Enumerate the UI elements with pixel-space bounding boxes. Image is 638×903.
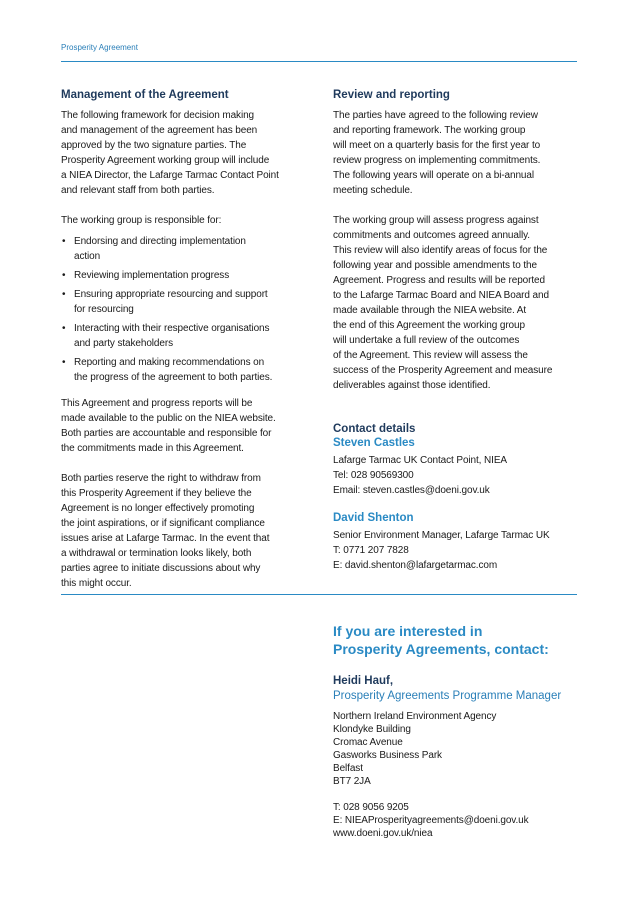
bullet-icon: • — [62, 289, 66, 300]
bullet-icon: • — [62, 236, 66, 247]
text-line: issues arise at Lafarge Tarmac. In the event that — [61, 533, 270, 544]
programme-manager-name: Heidi Hauf, — [333, 675, 394, 687]
list-item: • Reporting and making recommendations on the progress of the agreement to both parties. — [62, 357, 273, 383]
text-line: the joint aspirations, or if significant compliance — [61, 518, 265, 529]
contact-heading: Contact details — [333, 423, 416, 435]
text-line: success of the Prosperity Agreement and measure — [333, 365, 553, 376]
text-line: Both parties are accountable and responsible for — [61, 428, 272, 439]
text-line: Prosperity Agreement working group will include — [61, 155, 270, 166]
text-line: The following framework for decision making — [61, 110, 255, 121]
contact-name-steven: Steven Castles — [333, 437, 415, 449]
text-line: Both parties reserve the right to withdraw from — [61, 473, 261, 484]
text-line: parties agree to initiate discussions about why — [61, 563, 261, 574]
review-heading: Review and reporting — [333, 89, 450, 101]
text-line: meeting schedule. — [333, 185, 413, 196]
contact-phone: T: 028 9056 9205 — [333, 802, 409, 813]
text-line: The following years will operate on a bi-annual — [333, 170, 534, 181]
contact-phone: T: 0771 207 7828 — [333, 545, 409, 556]
postal-address — [333, 710, 583, 840]
text-line: and management of the agreement has been — [61, 125, 258, 136]
website-link: www.doeni.gov.uk/niea — [333, 828, 433, 839]
contact-phone: Tel: 028 90569300 — [333, 470, 414, 481]
list-item: • Ensuring appropriate resourcing and support for resourcing — [62, 289, 268, 315]
management-paragraph — [61, 108, 311, 198]
text-line: a withdrawal or termination looks likely, both — [61, 548, 252, 559]
text-line: this might occur. — [61, 578, 132, 589]
text-line: will undertake a full review of the outcomes — [333, 335, 520, 346]
public-paragraph — [61, 396, 311, 456]
text-line: This Agreement and progress reports will be — [61, 398, 253, 409]
top-divider — [61, 61, 577, 62]
list-item: • Interacting with their respective organisations and party stakeholders — [62, 323, 270, 349]
text-line: the commitments made in this Agreement. — [61, 443, 244, 454]
address-line: BT7 2JA — [333, 776, 371, 787]
address-line: Cromac Avenue — [333, 737, 403, 748]
list-item: • Reviewing implementation progress — [62, 270, 230, 281]
address-line: Northern Ireland Environment Agency — [333, 711, 497, 722]
text-line: Agreement. Progress and results will be reported — [333, 275, 545, 286]
contact-name-david: David Shenton — [333, 512, 414, 524]
text-line: commitments and outcomes agreed annually. — [333, 230, 530, 241]
text-line: review progress on implementing commitments. — [333, 155, 541, 166]
text-line: to the Lafarge Tarmac Board and NIEA Board and — [333, 290, 549, 301]
withdraw-paragraph — [61, 471, 311, 591]
right-column — [333, 89, 581, 573]
text-line: Lafarge Tarmac UK Contact Point, NIEA — [333, 455, 507, 466]
text-line: approved by the two signature parties. The — [61, 140, 247, 151]
text-line: made available to the public on the NIEA website. — [61, 413, 276, 424]
bullet-icon: • — [62, 357, 66, 368]
address-line: Klondyke Building — [333, 724, 411, 735]
review-paragraph-1 — [333, 108, 581, 198]
bullet-icon: • — [62, 270, 66, 281]
section-divider — [61, 594, 577, 595]
text-line: of the Agreement. This review will assess the — [333, 350, 528, 361]
management-heading: Management of the Agreement — [61, 89, 229, 101]
interest-block — [333, 622, 583, 840]
text-line: this Prosperity Agreement if they believe the — [61, 488, 252, 499]
bullet-icon: • — [62, 323, 66, 334]
text-line: the end of this Agreement the working group — [333, 320, 525, 331]
text-line: a NIEA Director, the Lafarge Tarmac Contact Point — [61, 170, 279, 181]
running-header: Prosperity Agreement — [61, 43, 138, 52]
text-line: This review will also identify areas of focus for the — [333, 245, 548, 256]
text-line: deliverables against those identified. — [333, 380, 491, 391]
review-paragraph-2 — [333, 213, 581, 393]
responsible-intro: The working group is responsible for: — [61, 215, 222, 226]
text-line: Senior Environment Manager, Lafarge Tarmac UK — [333, 530, 550, 541]
left-column — [61, 89, 311, 591]
text-line: following year and possible amendments to the — [333, 260, 537, 271]
text-line: and reporting framework. The working group — [333, 125, 526, 136]
text-line: will meet on a quarterly basis for the first year to — [333, 140, 541, 151]
address-line: Belfast — [333, 763, 363, 774]
text-line: made available through the NIEA website. At — [333, 305, 527, 316]
address-line: Gasworks Business Park — [333, 750, 442, 761]
list-item: • Endorsing and directing implementation action — [62, 236, 246, 262]
text-line: Agreement is no longer effectively promoting — [61, 503, 255, 514]
text-line: The working group will assess progress against — [333, 215, 539, 226]
contact-email: Email: steven.castles@doeni.gov.uk — [333, 485, 490, 496]
contact-email: E: david.shenton@lafargetarmac.com — [333, 560, 498, 571]
text-line: The parties have agreed to the following review — [333, 110, 538, 121]
responsibility-list — [61, 234, 311, 385]
contact-email: E: NIEAProsperityagreements@doeni.gov.uk — [333, 815, 529, 826]
text-line: and relevant staff from both parties. — [61, 185, 215, 196]
programme-manager-role: Prosperity Agreements Programme Manager — [333, 690, 562, 702]
interest-heading: If you are interested in Prosperity Agreements, contact: — [333, 623, 549, 657]
